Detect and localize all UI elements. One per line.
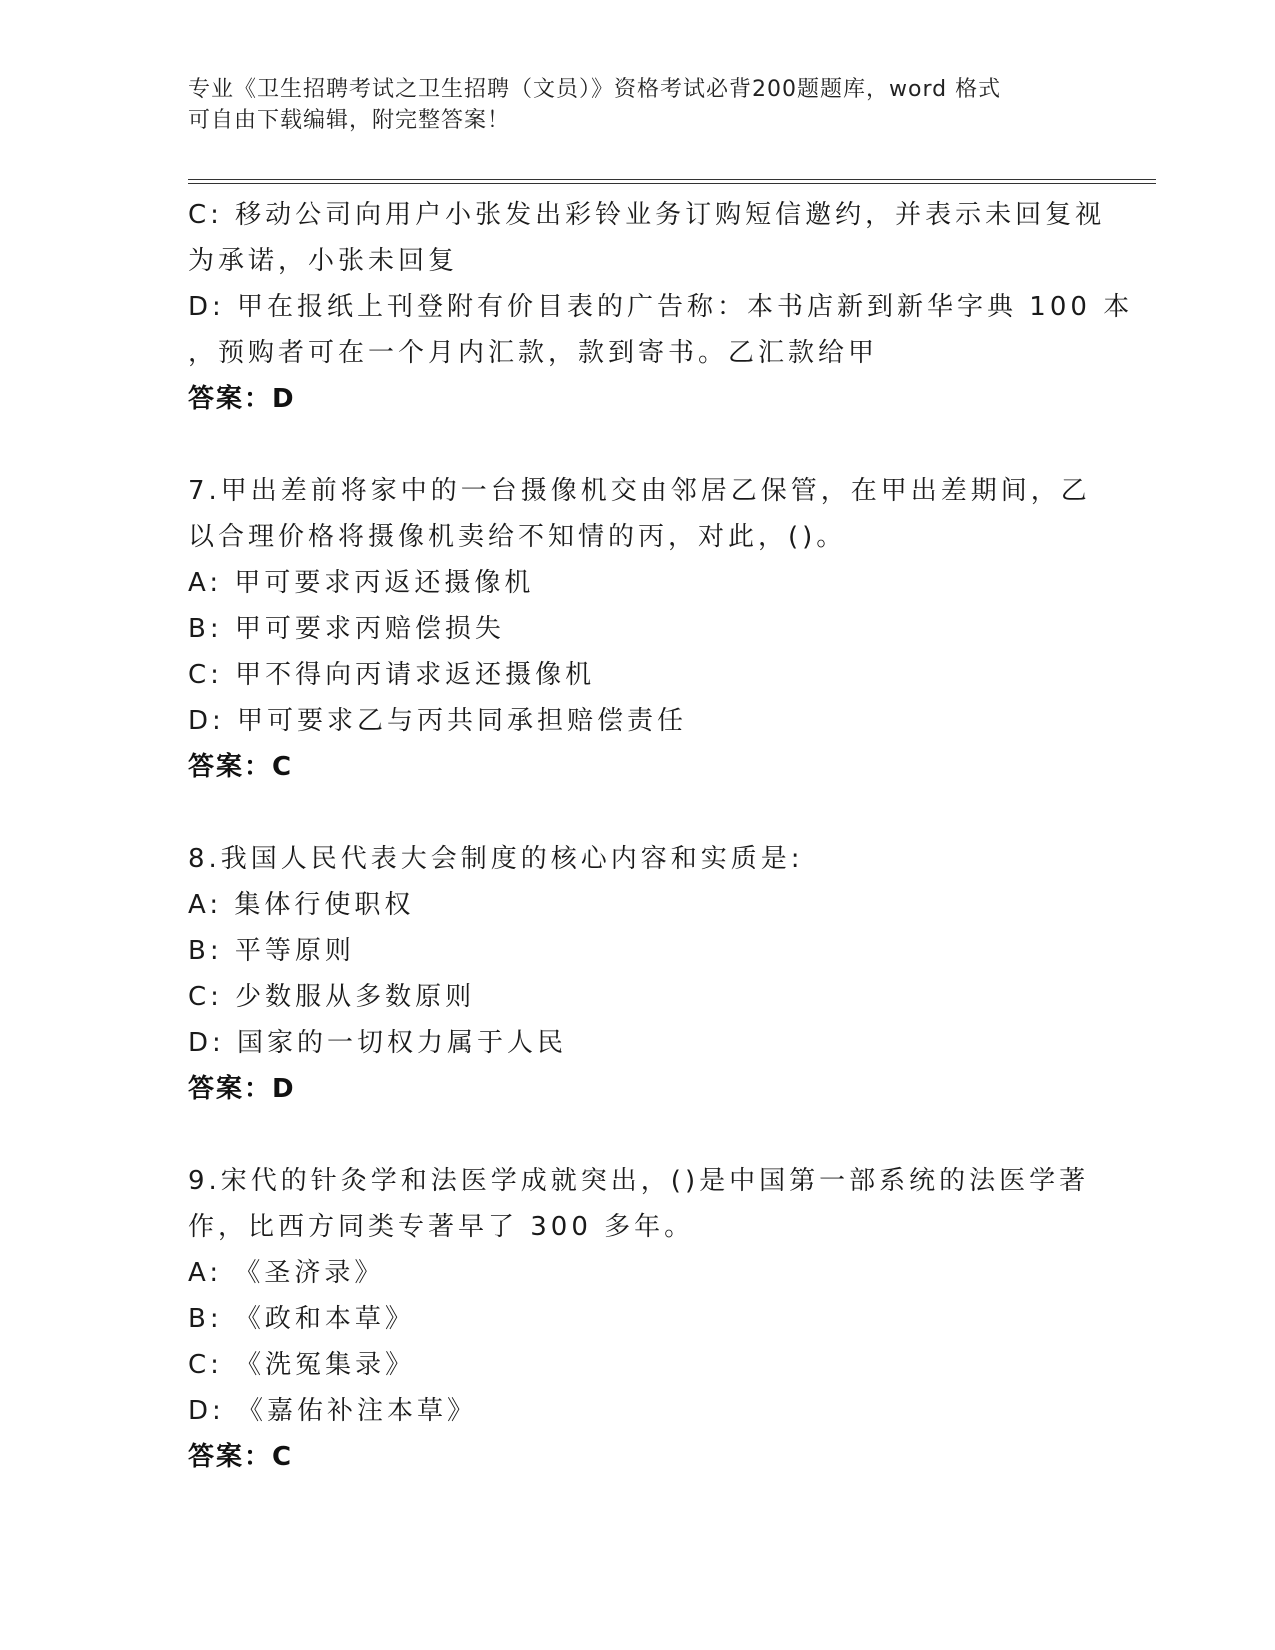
option-c: C: 甲不得向丙请求返还摄像机 [188, 660, 596, 690]
option-c: C: 《洗冤集录》 [188, 1350, 416, 1380]
question-7 [188, 468, 1091, 790]
option-c-line-1: C: 移动公司向用户小张发出彩铃业务订购短信邀约，并表示未回复视 [188, 200, 1106, 230]
question-8 [188, 836, 1088, 1112]
question-stem-line-1: 9.宋代的针灸学和法医学成就突出，()是中国第一部系统的法医学著 [188, 1166, 1090, 1196]
question-spacer [188, 790, 1088, 836]
option-c-line-2: 为承诺，小张未回复 [188, 246, 459, 276]
option-a: A: 甲可要求丙返还摄像机 [188, 568, 535, 598]
question-spacer [188, 1112, 1088, 1158]
option-b: B: 《政和本草》 [188, 1304, 415, 1334]
option-a: A: 集体行使职权 [188, 890, 415, 920]
option-c: C: 少数服从多数原则 [188, 982, 476, 1012]
answer-label: 答案：C [188, 752, 294, 782]
answer-label: 答案：C [188, 1442, 294, 1472]
question-stem-line-2: 作，比西方同类专著早了 300 多年。 [188, 1212, 695, 1242]
option-d: D: 国家的一切权力属于人民 [188, 1028, 568, 1058]
answer-label: 答案：D [188, 384, 296, 414]
option-b: B: 甲可要求丙赔偿损失 [188, 614, 505, 644]
question-stem-line-1: 7.甲出差前将家中的一台摄像机交由邻居乙保管，在甲出差期间，乙 [188, 476, 1091, 506]
question-stem-line-2: 以合理价格将摄像机卖给不知情的丙，对此，()。 [188, 522, 847, 552]
header-divider-top [188, 179, 1156, 180]
option-d-line-1: D: 甲在报纸上刊登附有价目表的广告称：本书店新到新华字典 100 本 [188, 292, 1134, 322]
question-stem: 8.我国人民代表大会制度的核心内容和实质是: [188, 844, 804, 874]
document-header [188, 74, 1088, 136]
answer-label: 答案：D [188, 1074, 296, 1104]
question-list [188, 192, 1134, 1480]
question-6-continuation [188, 192, 1134, 422]
option-a: A: 《圣济录》 [188, 1258, 385, 1288]
header-title-line-1: 专业《卫生招聘考试之卫生招聘（文员）》资格考试必背200题题库，word 格式 [188, 77, 1002, 102]
question-9 [188, 1158, 1088, 1480]
header-divider-bottom [188, 183, 1156, 184]
option-d-line-2: ，预购者可在一个月内汇款，款到寄书。乙汇款给甲 [188, 338, 879, 368]
header-title-line-2: 可自由下载编辑，附完整答案！ [188, 108, 511, 133]
option-d: D: 《嘉佑补注本草》 [188, 1396, 478, 1426]
question-spacer [188, 422, 1088, 468]
option-d: D: 甲可要求乙与丙共同承担赔偿责任 [188, 706, 688, 736]
option-b: B: 平等原则 [188, 936, 355, 966]
